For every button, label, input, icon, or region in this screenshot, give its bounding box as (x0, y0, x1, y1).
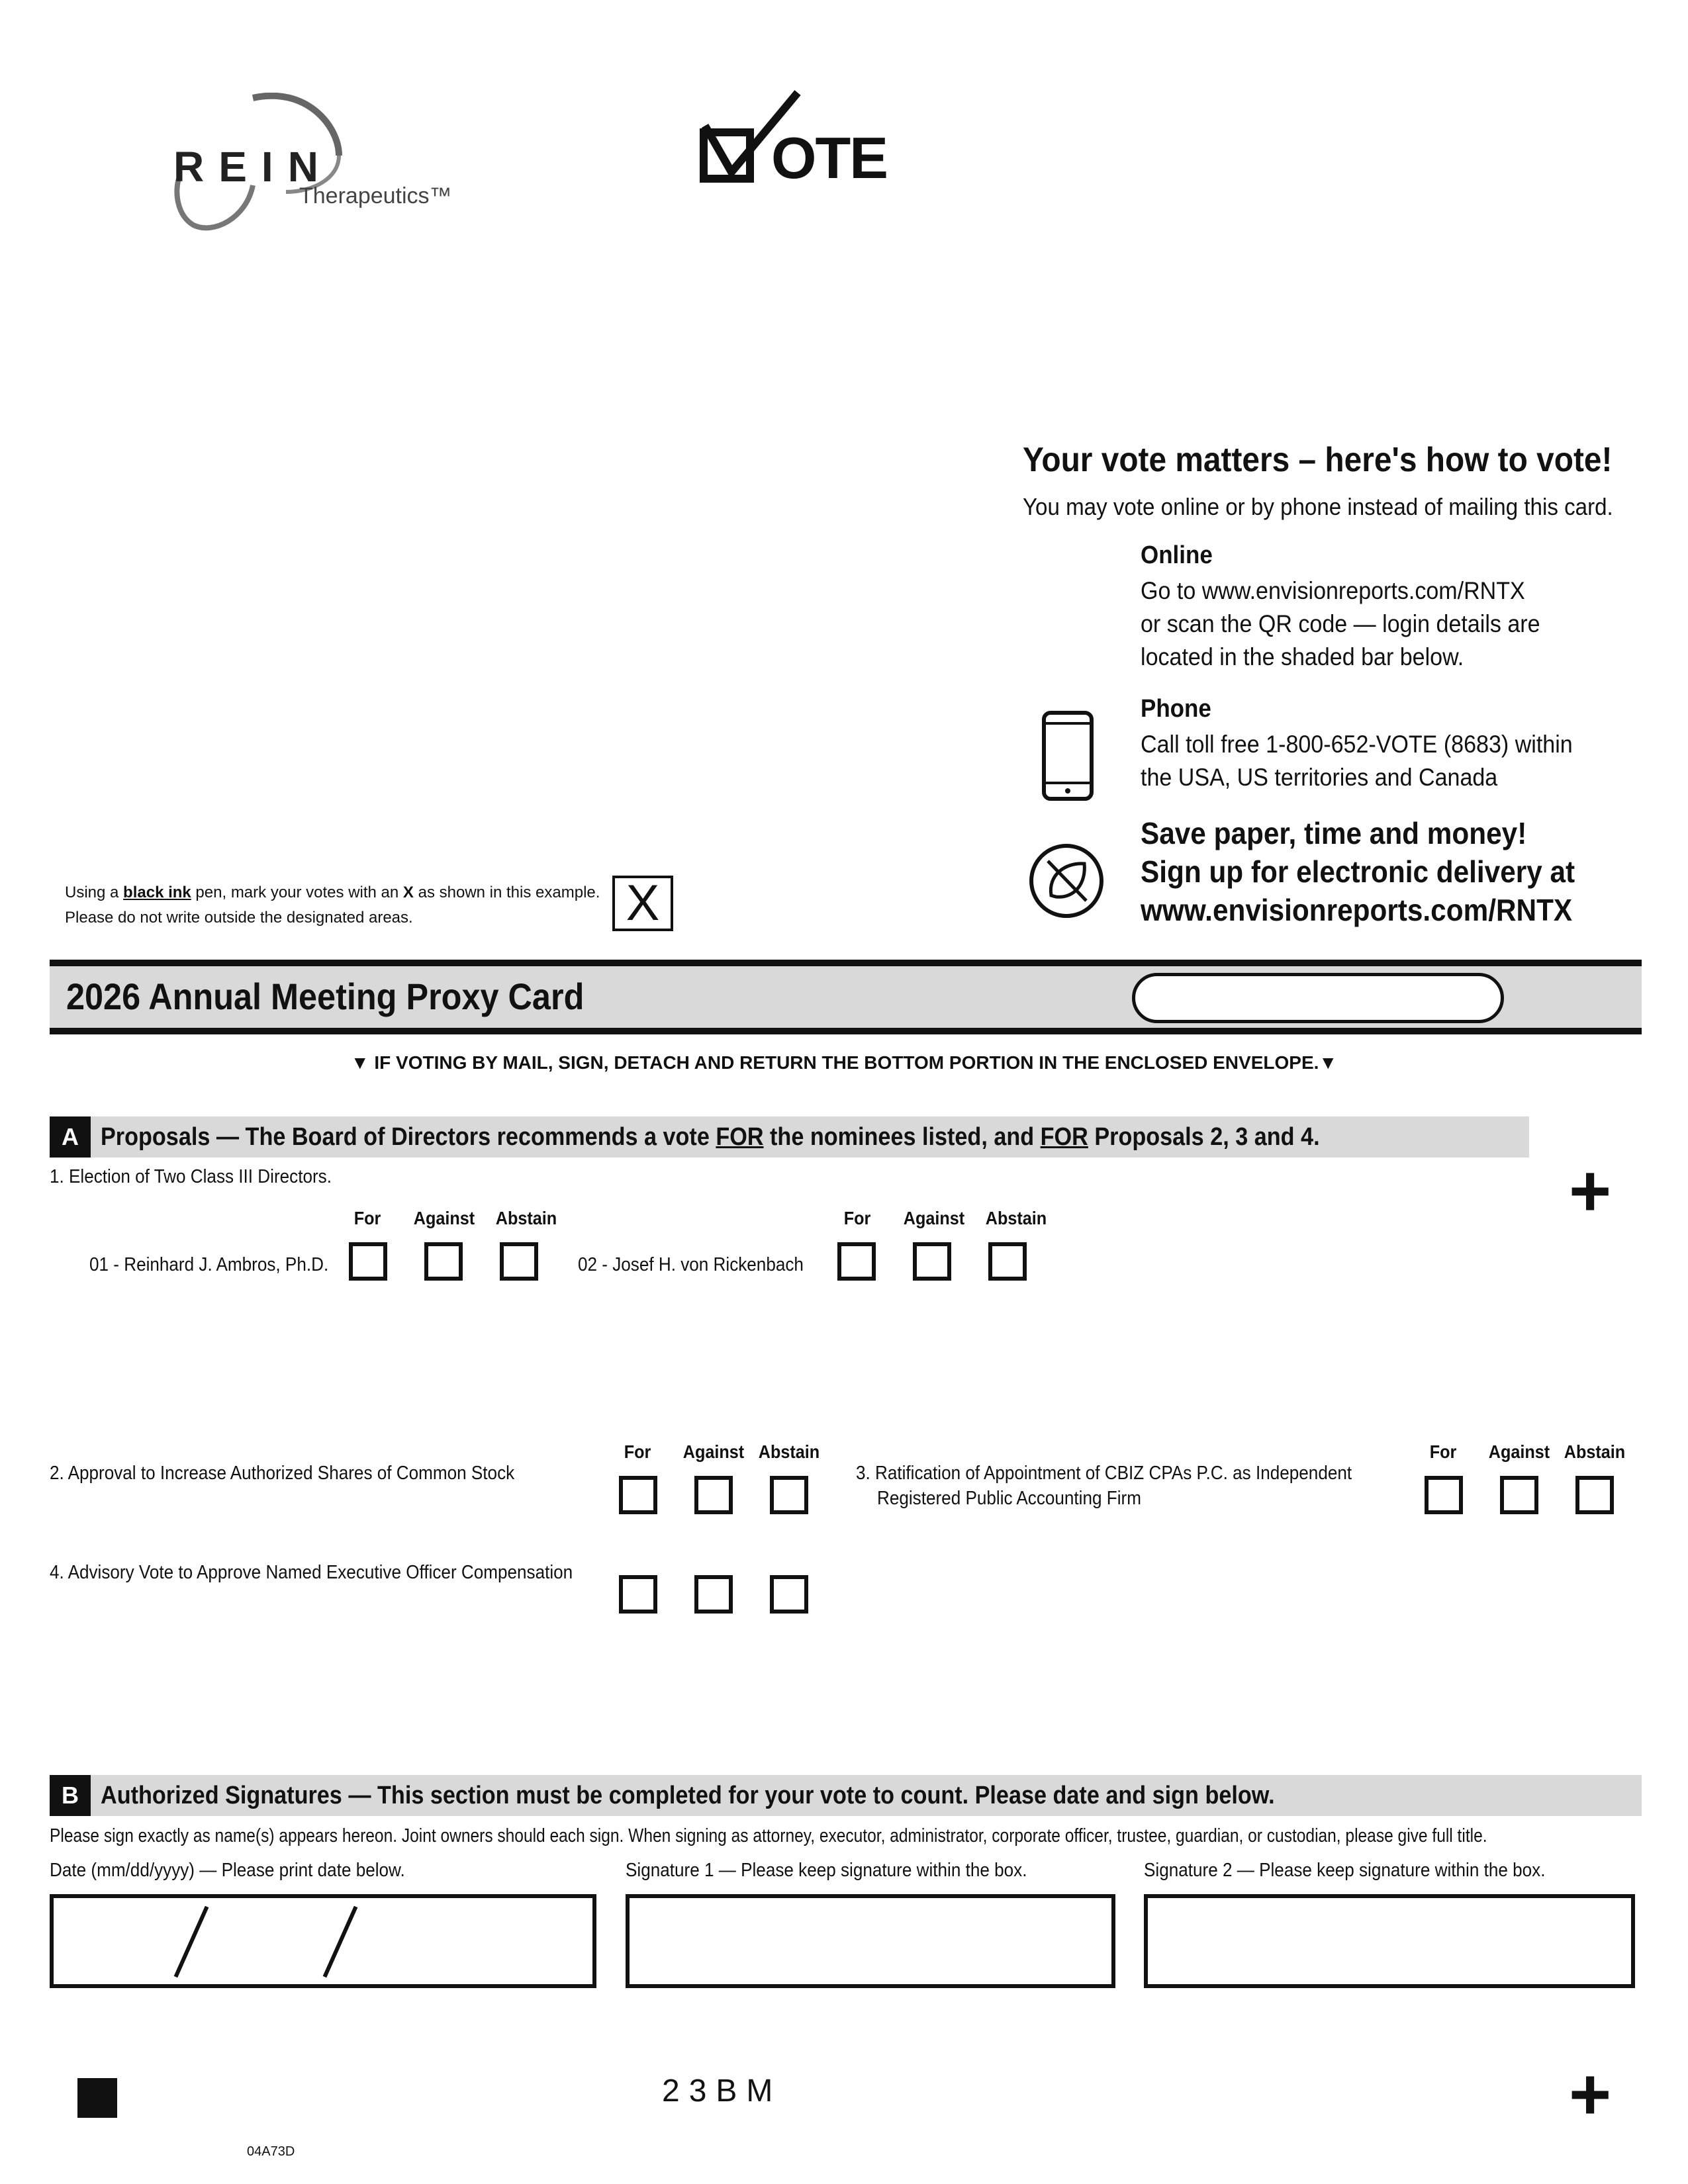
signature-1-label: Signature 1 — Please keep signature within the box. (626, 1860, 1027, 1881)
nominee-02-abstain-checkbox[interactable] (988, 1242, 1027, 1281)
nominee-02-against-checkbox[interactable] (913, 1242, 951, 1281)
example-x-mark: X (626, 875, 660, 931)
login-details-field (1132, 973, 1504, 1023)
vote-logo-text: OTE (771, 125, 887, 191)
example-mark-box (612, 876, 673, 931)
proposal-3-label: 3. Ratification of Appointment of CBIZ CPAs P.C. as Independent (856, 1463, 1352, 1484)
leaf-icon (1028, 842, 1105, 919)
logo-wordmark: REIN (173, 143, 333, 191)
p1-n1-for-header: For (353, 1208, 381, 1228)
proposal-4-for-checkbox[interactable] (619, 1575, 657, 1614)
nominee-01-abstain-checkbox[interactable] (500, 1242, 538, 1281)
phone-text: Call toll free 1-800-652-VOTE (8683) within the USA, US territories and Canada (1141, 731, 1573, 791)
vote-matters-heading: Your vote matters – here's how to vote! (1023, 441, 1613, 479)
logo-subtitle: Therapeutics™ (299, 183, 452, 208)
date-separator-1 (174, 1906, 209, 1978)
plus-icon: + (1569, 1150, 1612, 1232)
section-b-title: Authorized Signatures — This section must be completed for your vote to count. Please date and sign below. (101, 1782, 1275, 1809)
title-rule-top (50, 960, 1642, 966)
proposal-2-for-checkbox[interactable] (619, 1476, 657, 1514)
section-b-letter: B (50, 1775, 91, 1816)
phone-icon (1041, 710, 1094, 801)
section-a-letter: A (50, 1116, 91, 1158)
date-separator-2 (323, 1906, 358, 1978)
plus-icon: + (1569, 2054, 1612, 2135)
phone-heading: Phone (1141, 695, 1211, 723)
proposal-4-abstain-checkbox[interactable] (770, 1575, 808, 1614)
vote-logo (698, 86, 887, 192)
form-code: 23BM (662, 2073, 782, 2109)
proposal-2-abstain-checkbox[interactable] (770, 1476, 808, 1514)
p2-for-header: For (624, 1441, 651, 1462)
section-a-title: Proposals — The Board of Directors recommends a vote FOR the nominees listed, and FOR Proposals 2, 3 and 4. (101, 1123, 1320, 1151)
electronic-delivery-text: Save paper, time and money! Sign up for electronic delivery at www.envisionreports.com/RNTX (1141, 816, 1575, 927)
vote-matters-subtitle: You may vote online or by phone instead of mailing this card. (1023, 493, 1613, 520)
p3-abstain-header: Abstain (1564, 1441, 1626, 1462)
proposal-3-abstain-checkbox[interactable] (1575, 1476, 1614, 1514)
nominee-01-for-checkbox[interactable] (349, 1242, 387, 1281)
proposal-2-label: 2. Approval to Increase Authorized Shares of Common Stock (50, 1463, 515, 1484)
nominee-01-label: 01 - Reinhard J. Ambros, Ph.D. (89, 1254, 329, 1275)
online-heading: Online (1141, 541, 1213, 569)
signature-2-field[interactable] (1144, 1894, 1635, 1988)
online-text: Go to www.envisionreports.com/RNTX or scan the QR code — login details are located in the shaded bar below. (1141, 577, 1540, 670)
registration-mark (77, 2078, 117, 2118)
card-title: 2026 Annual Meeting Proxy Card (66, 976, 585, 1017)
proposal-3-for-checkbox[interactable] (1425, 1476, 1463, 1514)
signature-2-label: Signature 2 — Please keep signature within the box. (1144, 1860, 1546, 1881)
title-rule-bottom (50, 1028, 1642, 1034)
p3-against-header: Against (1488, 1441, 1550, 1462)
p1-n1-abstain-header: Abstain (495, 1208, 557, 1228)
p3-for-header: For (1429, 1441, 1457, 1462)
p1-n2-against-header: Against (903, 1208, 965, 1228)
p1-n2-abstain-header: Abstain (985, 1208, 1047, 1228)
proposal-2-against-checkbox[interactable] (694, 1476, 733, 1514)
p1-n2-for-header: For (843, 1208, 871, 1228)
nominee-01-against-checkbox[interactable] (424, 1242, 463, 1281)
proposal-1-label: 1. Election of Two Class III Directors. (50, 1166, 332, 1187)
p2-abstain-header: Abstain (758, 1441, 820, 1462)
p1-n1-against-header: Against (413, 1208, 475, 1228)
detach-notice: ▼ IF VOTING BY MAIL, SIGN, DETACH AND RETURN THE BOTTOM PORTION IN THE ENCLOSED ENVELOPE.▼ (350, 1052, 1338, 1073)
nominee-02-label: 02 - Josef H. von Rickenbach (578, 1254, 804, 1275)
p2-against-header: Against (682, 1441, 745, 1462)
proposal-4-label: 4. Advisory Vote to Approve Named Executive Officer Compensation (50, 1562, 573, 1583)
proposal-3-label-line2: Registered Public Accounting Firm (877, 1488, 1141, 1509)
nominee-02-for-checkbox[interactable] (837, 1242, 876, 1281)
marking-instructions: Using a black ink pen, mark your votes with an X as shown in this example. Please do not write outside the designated areas. (65, 884, 600, 927)
date-field[interactable] (50, 1894, 596, 1988)
form-small-code: 04A73D (247, 2144, 295, 2159)
date-label: Date (mm/dd/yyyy) — Please print date below. (50, 1860, 405, 1881)
proposal-4-against-checkbox[interactable] (694, 1575, 733, 1614)
signature-1-field[interactable] (626, 1894, 1115, 1988)
signature-instructions: Please sign exactly as name(s) appears hereon. Joint owners should each sign. When signing as attorney, executor, administrator, corporate officer, trustee, guardian, or custodian, please give full title. (50, 1825, 1487, 1846)
proposal-3-against-checkbox[interactable] (1500, 1476, 1538, 1514)
